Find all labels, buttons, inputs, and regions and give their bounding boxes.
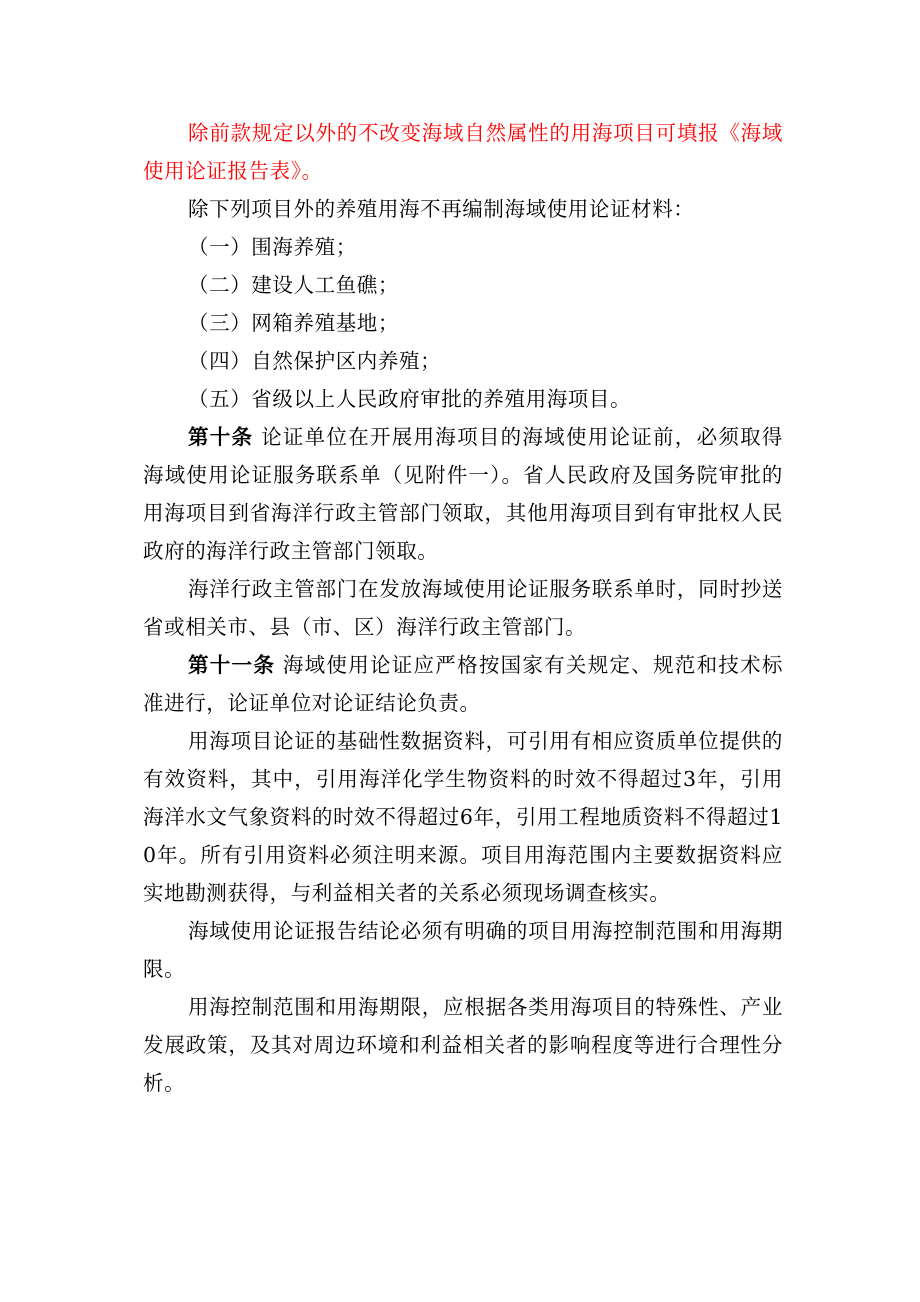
red-paragraph: 除前款规定以外的不改变海域自然属性的用海项目可填报《海域使用论证报告表》。 <box>143 121 783 183</box>
list-item-3: （三）网箱养殖基地； <box>188 311 399 335</box>
article-10-heading: 第十条 <box>188 425 254 449</box>
article-11-paragraph-3: 海域使用论证报告结论必须有明确的项目用海控制范围和用海期限。 <box>143 919 783 981</box>
list-item-4: （四）自然保护区内养殖； <box>188 349 442 373</box>
article-11-heading: 第十一条 <box>188 653 276 677</box>
article-10-text: 论证单位在开展用海项目的海域使用论证前，必须取得海域使用论证服务联系单（见附件一）。省人民政府及国务院审批的用海项目到省海洋行政主管部门领取，其他用海项目到有审批权人民政府的海洋行政主管部门领取。 <box>143 425 783 563</box>
article-10 <box>143 418 783 570</box>
list-item-5: （五）省级以上人民政府审批的养殖用海项目。 <box>188 387 632 411</box>
aquaculture-intro: 除下列项目外的养殖用海不再编制海域使用论证材料： <box>188 197 695 221</box>
list-item-1: （一）围海养殖； <box>188 235 357 259</box>
document-body <box>143 114 783 1102</box>
article-11-text: 海域使用论证应严格按国家有关规定、规范和技术标准进行，论证单位对论证结论负责。 <box>143 653 783 715</box>
article-11-paragraph-4: 用海控制范围和用海期限，应根据各类用海项目的特殊性、产业发展政策，及其对周边环境和利益相关者的影响程度等进行合理性分析。 <box>143 995 783 1095</box>
article-10-paragraph-2: 海洋行政主管部门在发放海域使用论证服务联系单时，同时抄送省或相关市、县（市、区）海洋行政主管部门。 <box>143 577 783 639</box>
list-item-2: （二）建设人工鱼礁； <box>188 273 399 297</box>
article-11-paragraph-2: 用海项目论证的基础性数据资料，可引用有相应资质单位提供的有效资料，其中，引用海洋化学生物资料的时效不得超过3年，引用海洋水文气象资料的时效不得超过6年，引用工程地质资料不得超过10年。所有引用资料必须注明来源。项目用海范围内主要数据资料应实地勘测获得，与利益相关者的关系必须现场调查核实。 <box>143 729 783 905</box>
article-11 <box>143 646 783 722</box>
